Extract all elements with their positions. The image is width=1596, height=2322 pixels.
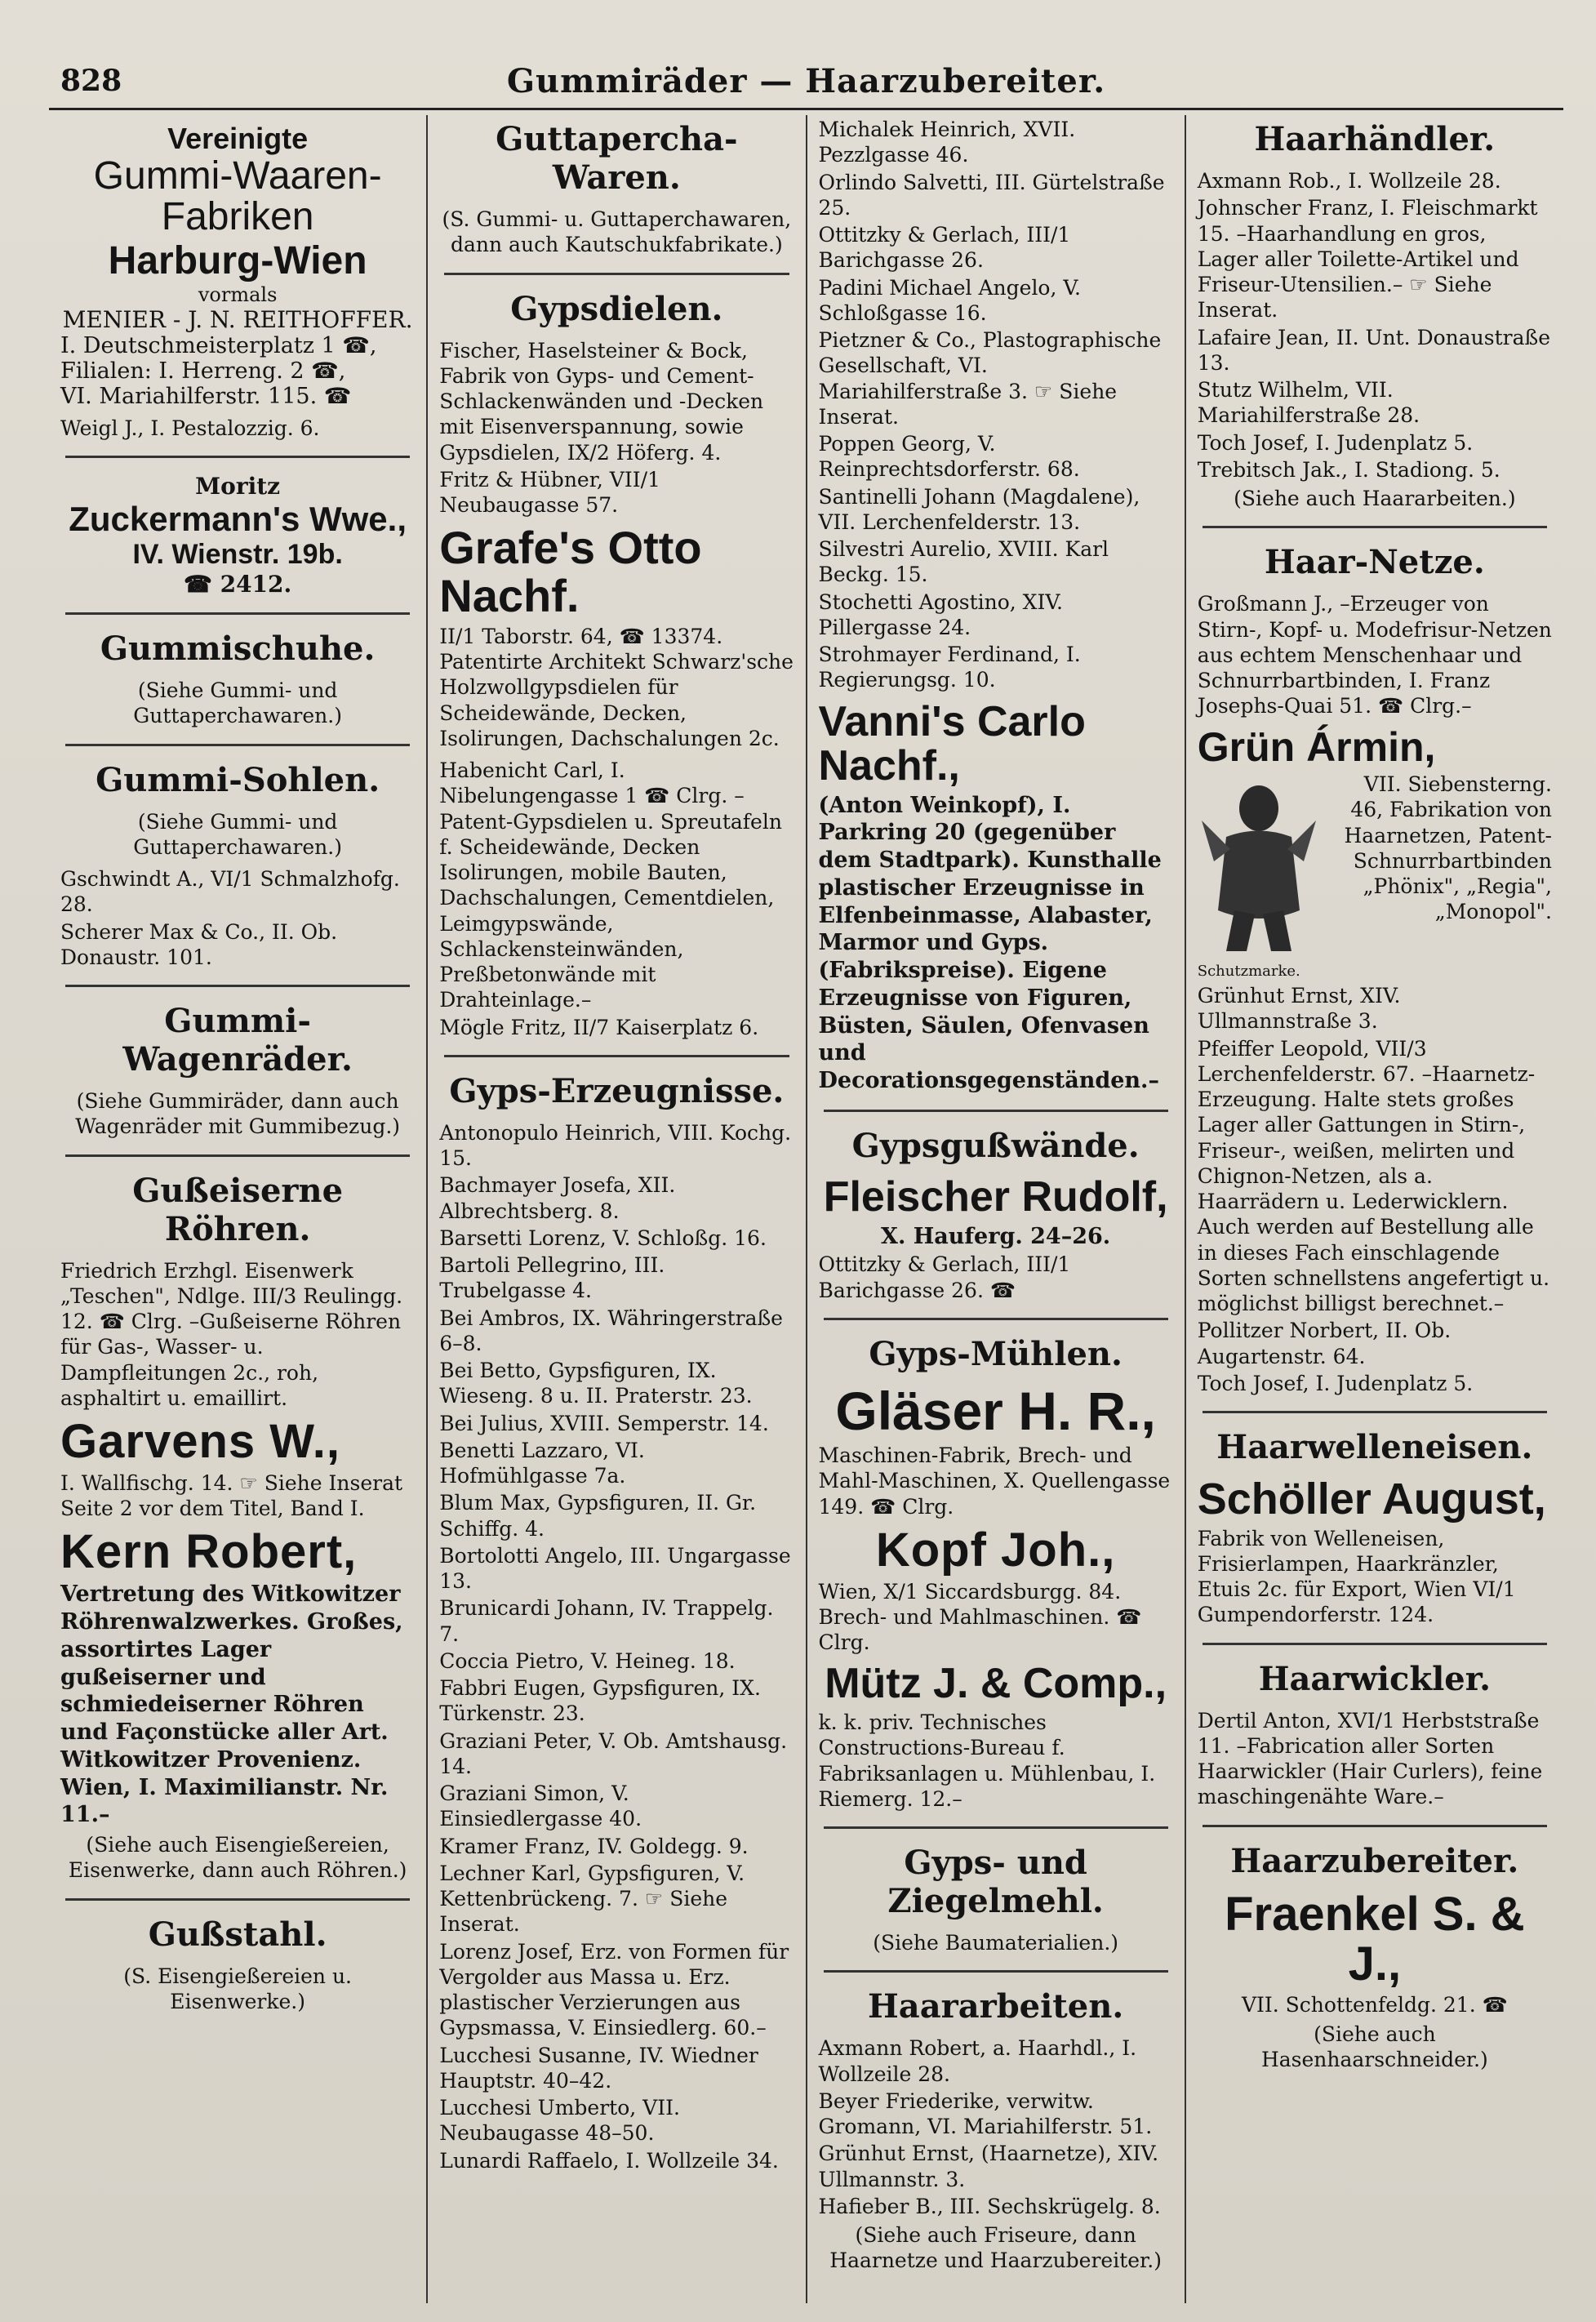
section-heading: Gyps-Mühlen. xyxy=(869,1334,1123,1373)
cross-reference: (S. Eisengießereien u. Eisenwerke.) xyxy=(123,1964,353,2013)
section-heading: Gußstahl. xyxy=(148,1915,327,1954)
section-heading: Gyps-Erzeugnisse. xyxy=(449,1071,785,1110)
entry: Grünhut Ernst, (Haarnetze), XIV. Ullmannstr. 3. xyxy=(818,2142,1159,2191)
page-number: 828 xyxy=(60,64,122,98)
separator xyxy=(1203,1411,1547,1413)
entry: Fabbri Eugen, Gypsfiguren, IX. Türkenstr. 23. xyxy=(439,1676,761,1726)
entry: Graziani Peter, V. Ob. Amtshausg. 14. xyxy=(439,1728,788,1778)
cross-reference: (Siehe Gummi- und Guttaperchawaren.) xyxy=(133,678,342,728)
entry: Ottitzky & Gerlach, III/1 Barichgasse 26. ☎ xyxy=(818,1252,1071,1302)
entry: Toch Josef, I. Judenplatz 5. xyxy=(1197,1371,1474,1395)
ad-line: Gummi-Waaren-Fabriken xyxy=(93,154,382,239)
separator xyxy=(824,1318,1168,1320)
section-heading: Gypsdielen. xyxy=(510,289,723,328)
trademark-caption: Schutzmarke. xyxy=(1197,963,1300,980)
section-heading: Gummischuhe. xyxy=(100,629,376,669)
entry: Axmann Rob., I. Wollzeile 28. xyxy=(1197,169,1501,193)
entry: Poppen Georg, V. Reinprechtsdorferstr. 68. xyxy=(818,432,1080,482)
ad-name: Mütz J. & Comp., xyxy=(825,1660,1167,1708)
ad-line: Filialen: I. Herreng. 2 ☎, xyxy=(60,358,346,384)
entry: Antonopulo Heinrich, VIII. Kochg. 15. xyxy=(439,1120,792,1171)
ad-name: Grafe's Otto Nachf. xyxy=(439,522,702,622)
separator xyxy=(444,1055,789,1057)
ad-name: Grün Ármin, xyxy=(1197,723,1436,770)
entry: Barsetti Lorenz, V. Schloßg. 16. xyxy=(439,1226,767,1250)
entry: Fischer, Haselsteiner & Bock, Fabrik von Gyps- und Cement-Schlackenwänden und -Decken mit Eisenverspannung, sowie Gypsdielen, IX/2 Höferg. 4. xyxy=(439,338,764,465)
entry: Johnscher Franz, I. Fleischmarkt 15. –Haarhandlung en gros, Lager aller Toilette-Artikel und Friseur-Utensilien.– ☞ Siehe Inserat. xyxy=(1197,196,1538,322)
entry: Bei Betto, Gypsfiguren, IX. Wieseng. 8 u. II. Praterstr. 23. xyxy=(439,1359,753,1408)
ad-text: II/1 Taborstr. 64, ☎ 13374. Patentirte Architekt Schwarz'sche Holzwollgypsdielen für Scheidewände, Decken, Isolirungen, Dachschalungen 2c. xyxy=(439,624,794,750)
ad-vereinigte-gummi xyxy=(60,122,415,409)
entry: Lucchesi Susanne, IV. Wiedner Hauptstr. 40–42. xyxy=(439,2043,758,2093)
cross-reference: (Siehe auch Eisengießereien, Eisenwerke, dann auch Röhren.) xyxy=(68,1833,407,1883)
entry: Bartoli Pellegrino, III. Trubelgasse 4. xyxy=(439,1253,665,1303)
entry: Scherer Max & Co., II. Ob. Donaustr. 101. xyxy=(60,919,338,969)
ad-name: Kopf Joh., xyxy=(875,1523,1116,1577)
section-heading: Haarwelleneisen. xyxy=(1216,1428,1533,1466)
entry: Pfeiffer Leopold, VII/3 Lerchenfelderstr. 67. –Haarnetz-Erzeugung. Halte stets großes Lager aller Gattungen in Stirn-, Friseur-, weißen, melirten und Chignon-Netzen, als a. Haarrädern u. Lederwicklern. Auch werden auf Bestellung alle in dieses Fach einschlagende Sorten schnellstens angefertigt u. möglichst billigst berechnet.– xyxy=(1197,1036,1550,1315)
page-header xyxy=(49,49,1563,108)
entry: Coccia Pietro, V. Heineg. 18. xyxy=(439,1648,736,1673)
entry: Großmann J., –Erzeuger von Stirn-, Kopf- u. Modefrisur-Netzen aus echtem Menschenhaar und Schnurrbartbinden, I. Franz Josephs-Quai 51. ☎ Clrg.– xyxy=(1197,592,1552,718)
separator xyxy=(65,744,410,746)
entry: Fritz & Hübner, VII/1 Neubaugasse 57. xyxy=(439,467,660,517)
entry: Santinelli Johann (Magdalene), VII. Lerchenfelderstr. 13. xyxy=(818,484,1140,534)
entry: Gschwindt A., VI/1 Schmalzhofg. 28. xyxy=(60,867,400,917)
ad-line: Harburg-Wien xyxy=(108,238,367,282)
ad-text: X. Hauferg. 24–26. xyxy=(881,1223,1111,1249)
separator xyxy=(824,1970,1168,1973)
ad-text: Vertretung des Witkowitzer Röhrenwalzwerkes. Großes, assortirtes Lager gußeiserner und schmiedeiserner Röhren und Façonstücke aller Art. Witkowitzer Provenienz. Wien, I. Maximilianstr. Nr. 11.– xyxy=(60,1581,403,1828)
section-heading: Gummi-Wagenräder. xyxy=(122,1002,353,1079)
entry: Lafaire Jean, II. Unt. Donaustraße 13. xyxy=(1197,325,1551,375)
cross-reference: (Siehe auch Friseure, dann Haarnetze und Haarzubereiter.) xyxy=(829,2223,1162,2273)
entry: Pollitzer Norbert, II. Ob. Augartenstr. 64. xyxy=(1197,1319,1452,1368)
entry: Bei Julius, XVIII. Semperstr. 14. xyxy=(439,1411,769,1435)
separator xyxy=(65,456,410,458)
separator xyxy=(1203,526,1547,528)
separator xyxy=(824,1110,1168,1112)
entry: Axmann Robert, a. Haarhdl., I. Wollzeile 28. xyxy=(818,2036,1137,2086)
ad-text: VII. Siebensterng. 46, Fabrikation von Haarnetzen, Patent-Schnurrbartbinden „Phönix", „Regia", „Monopol". xyxy=(1344,772,1552,924)
entry: Blum Max, Gypsfiguren, II. Gr. Schiffg. 4. xyxy=(439,1491,757,1541)
entry: Lechner Karl, Gypsfiguren, V. Kettenbrückeng. 7. ☞ Siehe Inserat. xyxy=(439,1861,745,1937)
entry: Dertil Anton, XVI/1 Herbststraße 11. –Fabrication aller Sorten Haarwickler (Hair Curlers), feine maschingenähte Ware.– xyxy=(1197,1708,1543,1809)
ad-line: MENIER - J. N. REITHOFFER. xyxy=(62,305,413,333)
column-2 xyxy=(428,115,807,2303)
cross-reference: (Siehe Gummiräder, dann auch Wagenräder mit Gummibezug.) xyxy=(75,1089,401,1139)
separator xyxy=(444,273,789,275)
ad-line: VI. Mariahilferstr. 115. ☎ xyxy=(60,383,352,409)
cross-reference: (Siehe auch Haararbeiten.) xyxy=(1234,487,1516,510)
ad-text: (Anton Weinkopf), I. Parkring 20 (gegenüber dem Stadtpark). Kunsthalle plastischer Erzeugnisse in Elfenbeinmasse, Alabaster, Marmor und Gyps. (Fabrikspreise). Eigene Erzeugnisse von Figuren, Büsten, Säulen, Ofenvasen und Decorationsgegenständen.– xyxy=(818,792,1162,1094)
column-3 xyxy=(807,115,1186,2303)
separator xyxy=(1203,1643,1547,1645)
ad-line: I. Deutschmeisterplatz 1 ☎, xyxy=(60,332,377,358)
separator xyxy=(1203,1825,1547,1827)
entry: Mögle Fritz, II/7 Kaiserplatz 6. xyxy=(439,1015,759,1039)
ad-name: Vanni's Carlo Nachf., xyxy=(818,697,1086,790)
ad-text: Wien, X/1 Siccardsburgg. 84. Brech- und Mahlmaschinen. ☎ Clrg. xyxy=(818,1579,1142,1655)
entry: Graziani Simon, V. Einsiedlergasse 40. xyxy=(439,1782,642,1831)
entry: Friedrich Erzhgl. Eisenwerk „Teschen", Ndlge. III/3 Reulingg. 12. ☎ Clrg. –Gußeiserne Röhren für Gas-, Wasser- u. Dampfleitungen 2c., roh, asphaltirt u. emaillirt. xyxy=(60,1258,403,1410)
ad-line: Vereinigte xyxy=(167,122,309,155)
entry: Weigl J., I. Pestalozzig. 6. xyxy=(60,416,320,440)
ad-name: Garvens W., xyxy=(60,1415,341,1469)
entry: Hafieber B., III. Sechskrügelg. 8. xyxy=(818,2194,1161,2218)
ad-zuckermann xyxy=(60,473,415,598)
entry: Lucchesi Umberto, VII. Neubaugasse 48–50. xyxy=(439,2096,680,2146)
ad-line: ☎ 2412. xyxy=(183,571,292,598)
ad-line: vormals xyxy=(198,282,278,306)
column-4 xyxy=(1186,115,1563,2303)
entry: Michalek Heinrich, XVII. Pezzlgasse 46. xyxy=(818,118,1076,167)
entry: Kramer Franz, IV. Goldegg. 9. xyxy=(439,1834,749,1858)
entry: Strohmayer Ferdinand, I. Regierungsg. 10. xyxy=(818,643,1081,692)
ad-text: VII. Schottenfeldg. 21. ☎ xyxy=(1241,1993,1508,2017)
header-rule xyxy=(49,108,1563,110)
section-heading: Gypsgußwände. xyxy=(851,1126,1140,1165)
separator xyxy=(65,612,410,615)
ad-name: Fleischer Rudolf, xyxy=(823,1172,1168,1221)
entry: Habenicht Carl, I. Nibelungengasse 1 ☎ Clrg. –Patent-Gypsdielen u. Spreutafeln f. Scheidewände, Decken Isolirungen, mobile Bauten, Dachschalungen, Cementdielen, Leimgypswände, Schlackensteinwänden, Preßbetonwände mit Drahteinlage.– xyxy=(439,758,782,1012)
ad-line: Zuckermann's Wwe., xyxy=(69,500,407,539)
ad-name: Schöller August, xyxy=(1197,1475,1546,1524)
ad-gruen-armin xyxy=(1198,772,1552,980)
phoenix-trademark-icon xyxy=(1198,772,1320,959)
ad-name: Kern Robert, xyxy=(60,1525,358,1579)
section-heading: Haar-Netze. xyxy=(1264,543,1485,582)
entry: Bortolotti Angelo, III. Ungargasse 13. xyxy=(439,1543,791,1594)
entry: Padini Michael Angelo, V. Schloßgasse 16. xyxy=(818,275,1082,325)
entry: Toch Josef, I. Judenplatz 5. xyxy=(1197,430,1474,455)
section-heading: Guttapercha-Waren. xyxy=(496,120,738,197)
column-1 xyxy=(49,115,428,2303)
entry: Grünhut Ernst, XIV. Ullmannstraße 3. xyxy=(1197,984,1401,1034)
separator xyxy=(824,1826,1168,1829)
ad-line: IV. Wienstr. 19b. xyxy=(132,539,343,571)
section-heading: Gummi-Sohlen. xyxy=(96,760,380,799)
entry: Beyer Friederike, verwitw. Gromann, VI. Mariahilferstr. 51. xyxy=(818,2088,1153,2139)
ad-name: Fraenkel S. & J., xyxy=(1225,1887,1525,1991)
entry: Brunicardi Johann, IV. Trappelg. 7. xyxy=(439,1596,774,1646)
cross-reference: (Siehe auch Hasenhaarschneider.) xyxy=(1260,2022,1488,2071)
entry: Lorenz Josef, Erz. von Formen für Vergolder aus Massa u. Erz. plastischer Verzierungen aus Gypsmassa, V. Einsiedlerg. 60.– xyxy=(439,1939,789,2040)
separator xyxy=(65,1154,410,1157)
entry: Benetti Lazzaro, VI. Hofmühlgasse 7a. xyxy=(439,1438,645,1488)
separator xyxy=(65,1898,410,1901)
ad-text: I. Wallfischg. 14. ☞ Siehe Inserat Seite 2 vor dem Titel, Band I. xyxy=(60,1470,403,1521)
separator xyxy=(65,985,410,987)
entry: Stochetti Agostino, XIV. Pillergasse 24. xyxy=(818,589,1063,639)
entry: Lunardi Raffaelo, I. Wollzeile 34. xyxy=(439,2148,779,2173)
entry: Silvestri Aurelio, XVIII. Karl Beckg. 15. xyxy=(818,537,1109,587)
section-heading: Haarwickler. xyxy=(1258,1659,1492,1698)
section-heading: Haararbeiten. xyxy=(868,1987,1124,2026)
entry: Orlindo Salvetti, III. Gürtelstraße 25. xyxy=(818,170,1165,220)
entry: Bachmayer Josefa, XII. Albrechtsberg. 8. xyxy=(439,1173,676,1223)
section-heading: Haarhändler. xyxy=(1254,120,1496,158)
section-heading: Gußeiserne Röhren. xyxy=(132,1171,344,1248)
cross-reference: (S. Gummi- u. Guttaperchawaren, dann auch Kautschukfabrikate.) xyxy=(442,207,792,257)
columns xyxy=(49,115,1563,2303)
ad-name: Gläser H. R., xyxy=(835,1380,1156,1441)
section-heading: Gyps- und Ziegelmehl. xyxy=(887,1844,1104,1921)
ad-text: Maschinen-Fabrik, Brech- und Mahl-Maschinen, X. Quellengasse 149. ☎ Clrg. xyxy=(818,1443,1171,1519)
cross-reference: (Siehe Gummi- und Guttaperchawaren.) xyxy=(133,809,342,859)
cross-reference: (Siehe Baumaterialien.) xyxy=(873,1931,1119,1955)
ad-text: Fabrik von Welleneisen, Frisierlampen, Haarkränzler, Etuis 2c. für Export, Wien VI/1 Gumpendorferstr. 124. xyxy=(1197,1526,1516,1627)
trademark xyxy=(1198,772,1320,980)
running-head: Gummiräder — Haarzubereiter. xyxy=(506,62,1106,100)
entry: Pietzner & Co., Plastographische Gesellschaft, VI. Mariahilferstraße 3. ☞ Siehe Inserat. xyxy=(818,328,1162,429)
ad-line: Moritz xyxy=(195,473,281,500)
entry: Trebitsch Jak., I. Stadiong. 5. xyxy=(1197,457,1500,482)
entry: Bei Ambros, IX. Währingerstraße 6–8. xyxy=(439,1306,783,1355)
ad-text: k. k. priv. Technisches Constructions-Bureau f. Fabriksanlagen u. Mühlenbau, I. Riemerg. 12.– xyxy=(818,1710,1156,1811)
entry: Stutz Wilhelm, VII. Mariahilferstraße 28. xyxy=(1197,378,1420,428)
entry: Ottitzky & Gerlach, III/1 Barichgasse 26. xyxy=(818,223,1071,273)
section-heading: Haarzubereiter. xyxy=(1230,1841,1519,1880)
